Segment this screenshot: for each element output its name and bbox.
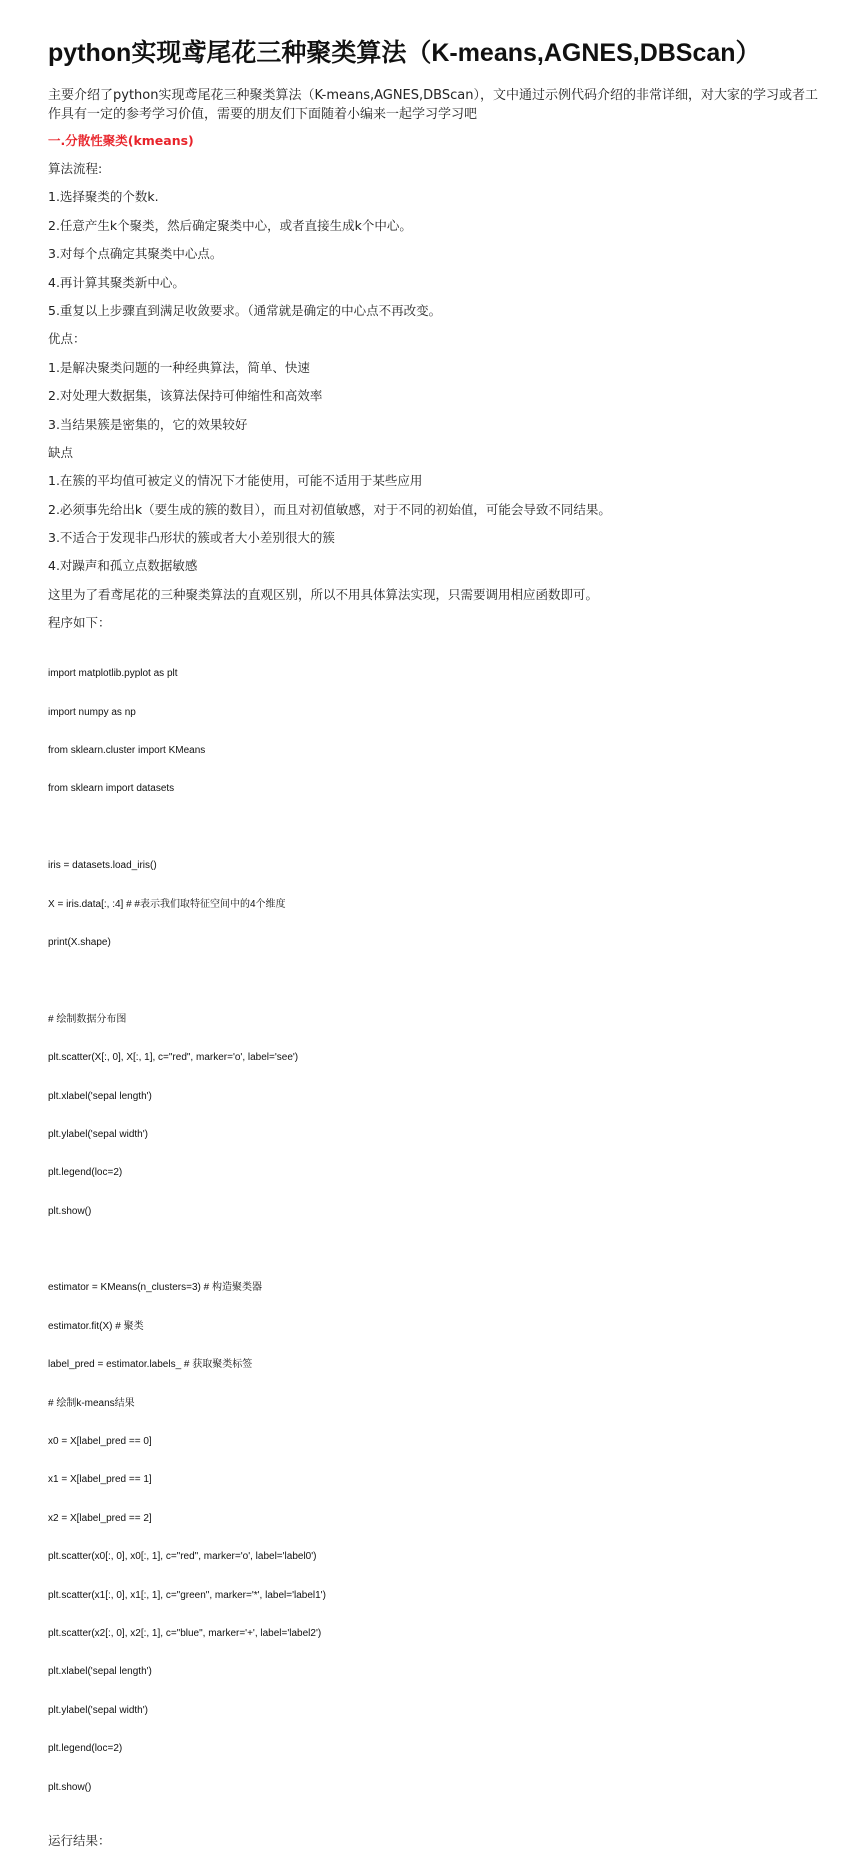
code-line: plt.scatter(x0[:, 0], x0[:, 1], c="red", marker='o', label='label0') bbox=[48, 1551, 317, 1563]
paragraph: 3.不适合于发现非凸形状的簇或者大小差别很大的簇 bbox=[48, 530, 335, 546]
paragraph: 5.重复以上步骤直到满足收敛要求。（通常就是确定的中心点不再改变。 bbox=[48, 302, 442, 318]
code-line: # 绘制k-means结果 bbox=[48, 1397, 135, 1409]
section-heading-kmeans: 一.分散性聚类(kmeans) bbox=[48, 133, 194, 148]
article-title: python实现鸢尾花三种聚类算法（K-means,AGNES,DBScan） bbox=[48, 39, 761, 67]
code-line: plt.xlabel('sepal length') bbox=[48, 1666, 152, 1678]
paragraph: 2.必须事先给出k（要生成的簇的数目），而且对初值敏感，对于不同的初始值，可能会导致不同结果。 bbox=[48, 501, 611, 517]
result-label: 运行结果： bbox=[48, 1832, 111, 1848]
paragraph: 4.对躁声和孤立点数据敏感 bbox=[48, 558, 198, 574]
paragraph: 1.选择聚类的个数k. bbox=[48, 189, 159, 205]
paragraph: 2.任意产生k个聚类，然后确定聚类中心，或者直接生成k个中心。 bbox=[48, 217, 412, 233]
code-line: plt.legend(loc=2) bbox=[48, 1743, 123, 1755]
paragraph: 1.是解决聚类问题的一种经典算法，简单、快速 bbox=[48, 359, 310, 375]
code-line: plt.scatter(X[:, 0], X[:, 1], c="red", marker='o', label='see') bbox=[48, 1052, 299, 1064]
code-line: plt.scatter(x2[:, 0], x2[:, 1], c="blue", marker='+', label='label2') bbox=[48, 1628, 322, 1639]
code-line: x0 = X[label_pred == 0] bbox=[48, 1436, 152, 1448]
article bbox=[48, 36, 828, 1850]
code-blank-line bbox=[48, 975, 828, 988]
code-line: from sklearn import datasets bbox=[48, 783, 175, 795]
paragraph: 2.对处理大数据集，该算法保持可伸缩性和高效率 bbox=[48, 388, 323, 404]
paragraph: 算法流程: bbox=[48, 161, 103, 176]
code-line: from sklearn.cluster import KMeans bbox=[48, 745, 206, 757]
code-line: print(X.shape) bbox=[48, 936, 111, 948]
paragraph: 3.当结果簇是密集的，它的效果较好 bbox=[48, 416, 248, 432]
code-blank-line bbox=[48, 822, 828, 835]
code-line: plt.scatter(x1[:, 0], x1[:, 1], c="green", marker='*', label='label1') bbox=[48, 1589, 326, 1601]
paragraph: 3.对每个点确定其聚类中心点。 bbox=[48, 246, 223, 262]
code-blank-line bbox=[48, 1244, 828, 1257]
paragraph: 缺点 bbox=[48, 444, 74, 460]
paragraph: 程序如下： bbox=[48, 615, 111, 631]
code-line: import numpy as np bbox=[48, 706, 136, 718]
paragraph: 优点： bbox=[48, 331, 86, 347]
code-line: plt.show() bbox=[48, 1781, 92, 1793]
code-line: plt.legend(loc=2) bbox=[48, 1167, 123, 1179]
paragraph: 1.在簇的平均值可被定义的情况下才能使用，可能不适用于某些应用 bbox=[48, 473, 423, 489]
code-line: estimator = KMeans(n_clusters=3) # 构造聚类器 bbox=[48, 1282, 262, 1294]
code-line: plt.ylabel('sepal width') bbox=[48, 1128, 148, 1140]
paragraph: 4.再计算其聚类新中心。 bbox=[48, 274, 185, 290]
code-line: X = iris.data[:, :4] # #表示我们取特征空间中的4个维度 bbox=[48, 898, 286, 910]
code-line: # 绘制数据分布图 bbox=[48, 1013, 127, 1025]
code-line: iris = datasets.load_iris() bbox=[48, 860, 157, 872]
code-line: plt.ylabel('sepal width') bbox=[48, 1704, 148, 1716]
code-line: label_pred = estimator.labels_ # 获取聚类标签 bbox=[48, 1359, 253, 1371]
code-line: x2 = X[label_pred == 2] bbox=[48, 1512, 152, 1524]
code-line: plt.show() bbox=[48, 1205, 92, 1217]
paragraph: 这里为了看鸢尾花的三种聚类算法的直观区别，所以不用具体算法实现，只需要调用相应函数即可。 bbox=[48, 586, 599, 602]
paragraph-list bbox=[48, 160, 828, 632]
code-block bbox=[48, 643, 828, 1820]
code-line: import matplotlib.pyplot as plt bbox=[48, 668, 178, 680]
code-line: x1 = X[label_pred == 1] bbox=[48, 1474, 152, 1486]
code-line: plt.xlabel('sepal length') bbox=[48, 1090, 152, 1102]
article-intro: 主要介绍了python实现鸢尾花三种聚类算法（K-means,AGNES,DBScan），文中通过示例代码介绍的非常详细，对大家的学习或者工作具有一定的参考学习价值，需要的朋友们下面随着小编来一起学习学习吧 bbox=[48, 88, 818, 122]
code-line: estimator.fit(X) # 聚类 bbox=[48, 1320, 144, 1332]
